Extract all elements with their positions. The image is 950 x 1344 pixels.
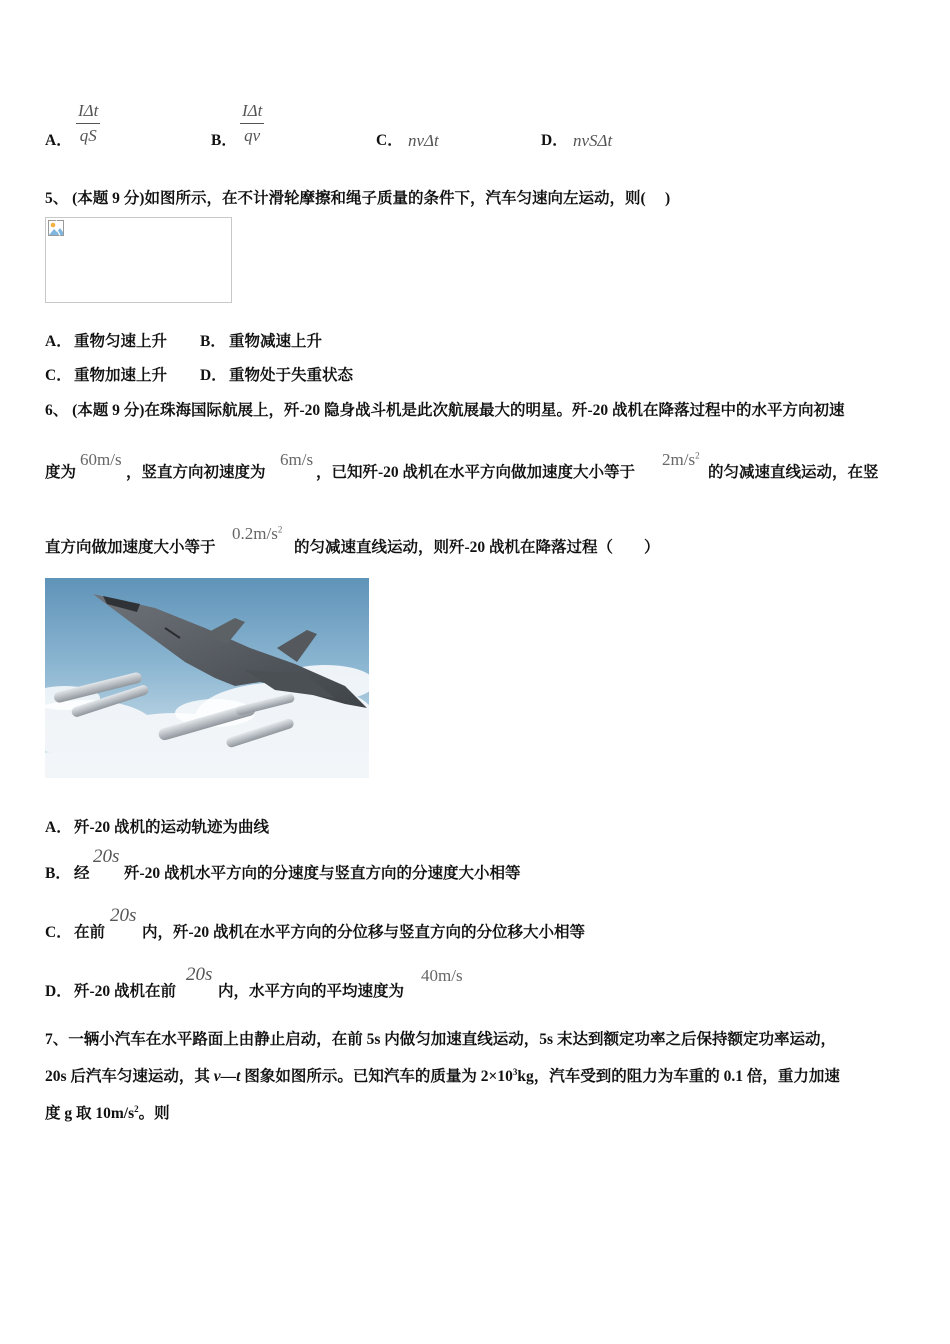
- q7-line2-a: 20s 后汽车匀速运动，其: [45, 1068, 214, 1085]
- q6-stem-line2-c: ，已知歼-20 战机在水平方向做加速度大小等于: [316, 464, 636, 481]
- q5-option-b-text: 重物减速上升: [229, 333, 323, 350]
- q4-option-b-denominator: qv: [244, 126, 261, 145]
- q6-stem-line2-b: ，竖直方向初速度为: [126, 464, 266, 481]
- q4-option-c-expr: nvΔt: [408, 131, 439, 150]
- q7-stem-line3: [45, 1101, 170, 1123]
- q6-option-c-label: C．: [45, 924, 72, 941]
- q6-ax-exponent: 2: [695, 450, 700, 461]
- q6-option-c-time: 20s: [110, 905, 137, 926]
- q6-option-a-label: A．: [45, 819, 72, 836]
- q4-option-a-label: A．: [45, 132, 72, 149]
- q6-stem-line3-a: 直方向做加速度大小等于: [45, 539, 216, 556]
- q6-option-d-pre: 歼-20 战机在前: [74, 983, 177, 1000]
- q5-option-c-label: C．: [45, 367, 72, 384]
- q7-line2-b: 图象如图所示。已知汽车的质量为 2×10: [240, 1068, 513, 1085]
- q6-option-b-text: 歼-20 战机水平方向的分速度与竖直方向的分速度大小相等: [124, 865, 521, 882]
- q6-option-b-label: B．: [45, 865, 71, 882]
- q4-option-b-label: B．: [211, 132, 237, 149]
- q5-pulley-figure: [45, 217, 232, 303]
- q7-line3-b: 。则: [138, 1105, 170, 1122]
- q4-option-b-numerator: IΔt: [240, 101, 264, 124]
- q6-option-d-velocity: 40m/s: [421, 966, 463, 985]
- q6-option-d-mid: 内，水平方向的平均速度为: [218, 983, 405, 1000]
- q5-option-b-label: B．: [200, 333, 226, 350]
- q5-option-a-text: 重物匀速上升: [74, 333, 168, 350]
- q7-stem-line1: 7、一辆小汽车在水平路面上由静止启动，在前 5s 内做匀加速直线运动，5s 末达到额定功率之后保持额定功率运动，: [45, 1031, 836, 1048]
- q6-ax-value: 2m/s: [662, 450, 696, 469]
- q4-option-c-label: C．: [376, 132, 403, 149]
- q5-option-d-label: D．: [200, 367, 227, 384]
- q7-line3-a: 度 g 取 10m/s: [45, 1105, 135, 1122]
- q6-stem-line2-d: 的匀减速直线运动，在竖: [708, 464, 879, 481]
- broken-image-icon: [48, 220, 64, 236]
- q6-option-c-pre: 在前: [74, 924, 106, 941]
- q6-stem-line3-b: 的匀减速直线运动，则歼-20 战机在降落过程（ ）: [294, 539, 660, 556]
- q6-option-d-label: D．: [45, 983, 72, 1000]
- q6-stem-line1: 6、 (本题 9 分)在珠海国际航展上，歼-20 隐身战斗机是此次航展最大的明星。歼-20 战机在降落过程中的水平方向初速: [45, 402, 845, 419]
- q4-option-a-denominator: qS: [79, 126, 97, 145]
- q5-option-d-text: 重物处于失重状态: [229, 367, 354, 384]
- q6-ax: [662, 450, 700, 470]
- q6-option-b-time: 20s: [93, 846, 120, 867]
- q6-ay: [232, 524, 282, 544]
- q7-stem-line2: [45, 1064, 840, 1086]
- q4-option-b-fraction: [240, 101, 264, 146]
- q7-vt-symbol: v—t: [213, 1068, 241, 1085]
- q7-line2-c: kg，汽车受到的阻力为车重的 0.1 倍，重力加速: [517, 1068, 840, 1085]
- q6-ay-value: 0.2m/s: [232, 524, 278, 543]
- q7-mass-exponent: 3: [512, 1066, 518, 1077]
- q6-option-c-text: 内，歼-20 战机在水平方向的分位移与竖直方向的分位移大小相等: [142, 924, 586, 941]
- q6-option-a-text: 歼-20 战机的运动轨迹为曲线: [74, 819, 270, 836]
- q6-ay-exponent: 2: [277, 524, 283, 535]
- q4-option-a-fraction: [76, 101, 100, 146]
- q5-option-a-label: A．: [45, 333, 72, 350]
- q4-option-a-numerator: IΔt: [76, 101, 100, 124]
- q6-j20-photo: [45, 578, 369, 778]
- q4-option-d-label: D．: [541, 132, 568, 149]
- q6-option-d-time: 20s: [186, 964, 213, 985]
- q6-v0x: 60m/s: [80, 450, 122, 469]
- q6-stem-line2-a: 度为: [45, 464, 77, 481]
- q5-option-c-text: 重物加速上升: [74, 367, 168, 384]
- q4-option-d-expr: nvSΔt: [573, 131, 613, 150]
- q5-stem: 5、 (本题 9 分)如图所示，在不计滑轮摩擦和绳子质量的条件下，汽车匀速向左运动，则( ): [45, 190, 671, 207]
- q6-option-b-pre: 经: [74, 865, 90, 882]
- q7-g-exponent: 2: [134, 1103, 139, 1114]
- q6-v0y: 6m/s: [280, 450, 314, 469]
